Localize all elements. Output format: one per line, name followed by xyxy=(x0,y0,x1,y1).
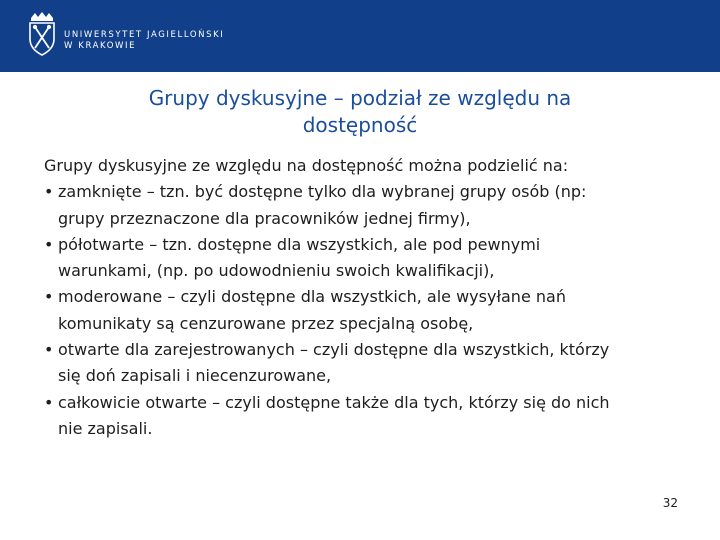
bullet-item-registered xyxy=(44,337,684,390)
bullet-line1: półotwarte – tzn. dostępne dla wszystkich, ale pod pewnymi xyxy=(58,234,541,254)
bullet-line1: moderowane – czyli dostępne dla wszystkich, ale wysyłane nań xyxy=(58,287,566,307)
intro-text: Grupy dyskusyjne ze względu na dostępność można podzielić na: xyxy=(44,156,569,175)
bullet-item-fully-open xyxy=(44,390,684,443)
bullet-mark: • xyxy=(44,287,54,307)
logo-text-line2: W KRAKOWIE xyxy=(64,41,137,51)
bullet-line2: się doń zapisali i niecenzurowane, xyxy=(58,366,332,386)
bullet-mark: • xyxy=(44,340,54,360)
bullet-mark: • xyxy=(44,182,54,202)
bullet-mark: • xyxy=(44,234,54,254)
logo-text-line1: UNIWERSYTET JAGIELLOŃSKI xyxy=(64,30,225,40)
bullet-list xyxy=(44,179,684,442)
bullet-line1: otwarte dla zarejestrowanych – czyli dostępne dla wszystkich, którzy xyxy=(58,340,610,360)
bullet-line1: całkowicie otwarte – czyli dostępne także dla tych, którzy się do nich xyxy=(58,392,610,412)
bullet-item-semi-open xyxy=(44,232,684,285)
page-number: 32 xyxy=(662,496,678,510)
bullet-line2: grupy przeznaczone dla pracowników jednej firmy), xyxy=(58,208,471,228)
bullet-line2: nie zapisali. xyxy=(58,418,153,438)
header-bar xyxy=(0,0,720,72)
slide-title-line2: dostępność xyxy=(302,113,418,137)
university-crest-icon xyxy=(27,11,57,57)
bullet-line2: warunkami, (np. po udowodnieniu swoich kwalifikacji), xyxy=(58,261,495,281)
bullet-item-closed xyxy=(44,179,684,232)
bullet-item-moderated xyxy=(44,284,684,337)
slide-title xyxy=(60,85,660,139)
slide-title-line1: Grupy dyskusyjne – podział ze względu na xyxy=(148,86,572,110)
university-logo-text xyxy=(64,30,224,52)
slide-content xyxy=(44,153,684,442)
bullet-mark: • xyxy=(44,392,54,412)
bullet-line1: zamknięte – tzn. być dostępne tylko dla wybranej grupy osób (np: xyxy=(58,182,587,202)
bullet-line2: komunikaty są cenzurowane przez specjalną osobę, xyxy=(58,313,474,333)
